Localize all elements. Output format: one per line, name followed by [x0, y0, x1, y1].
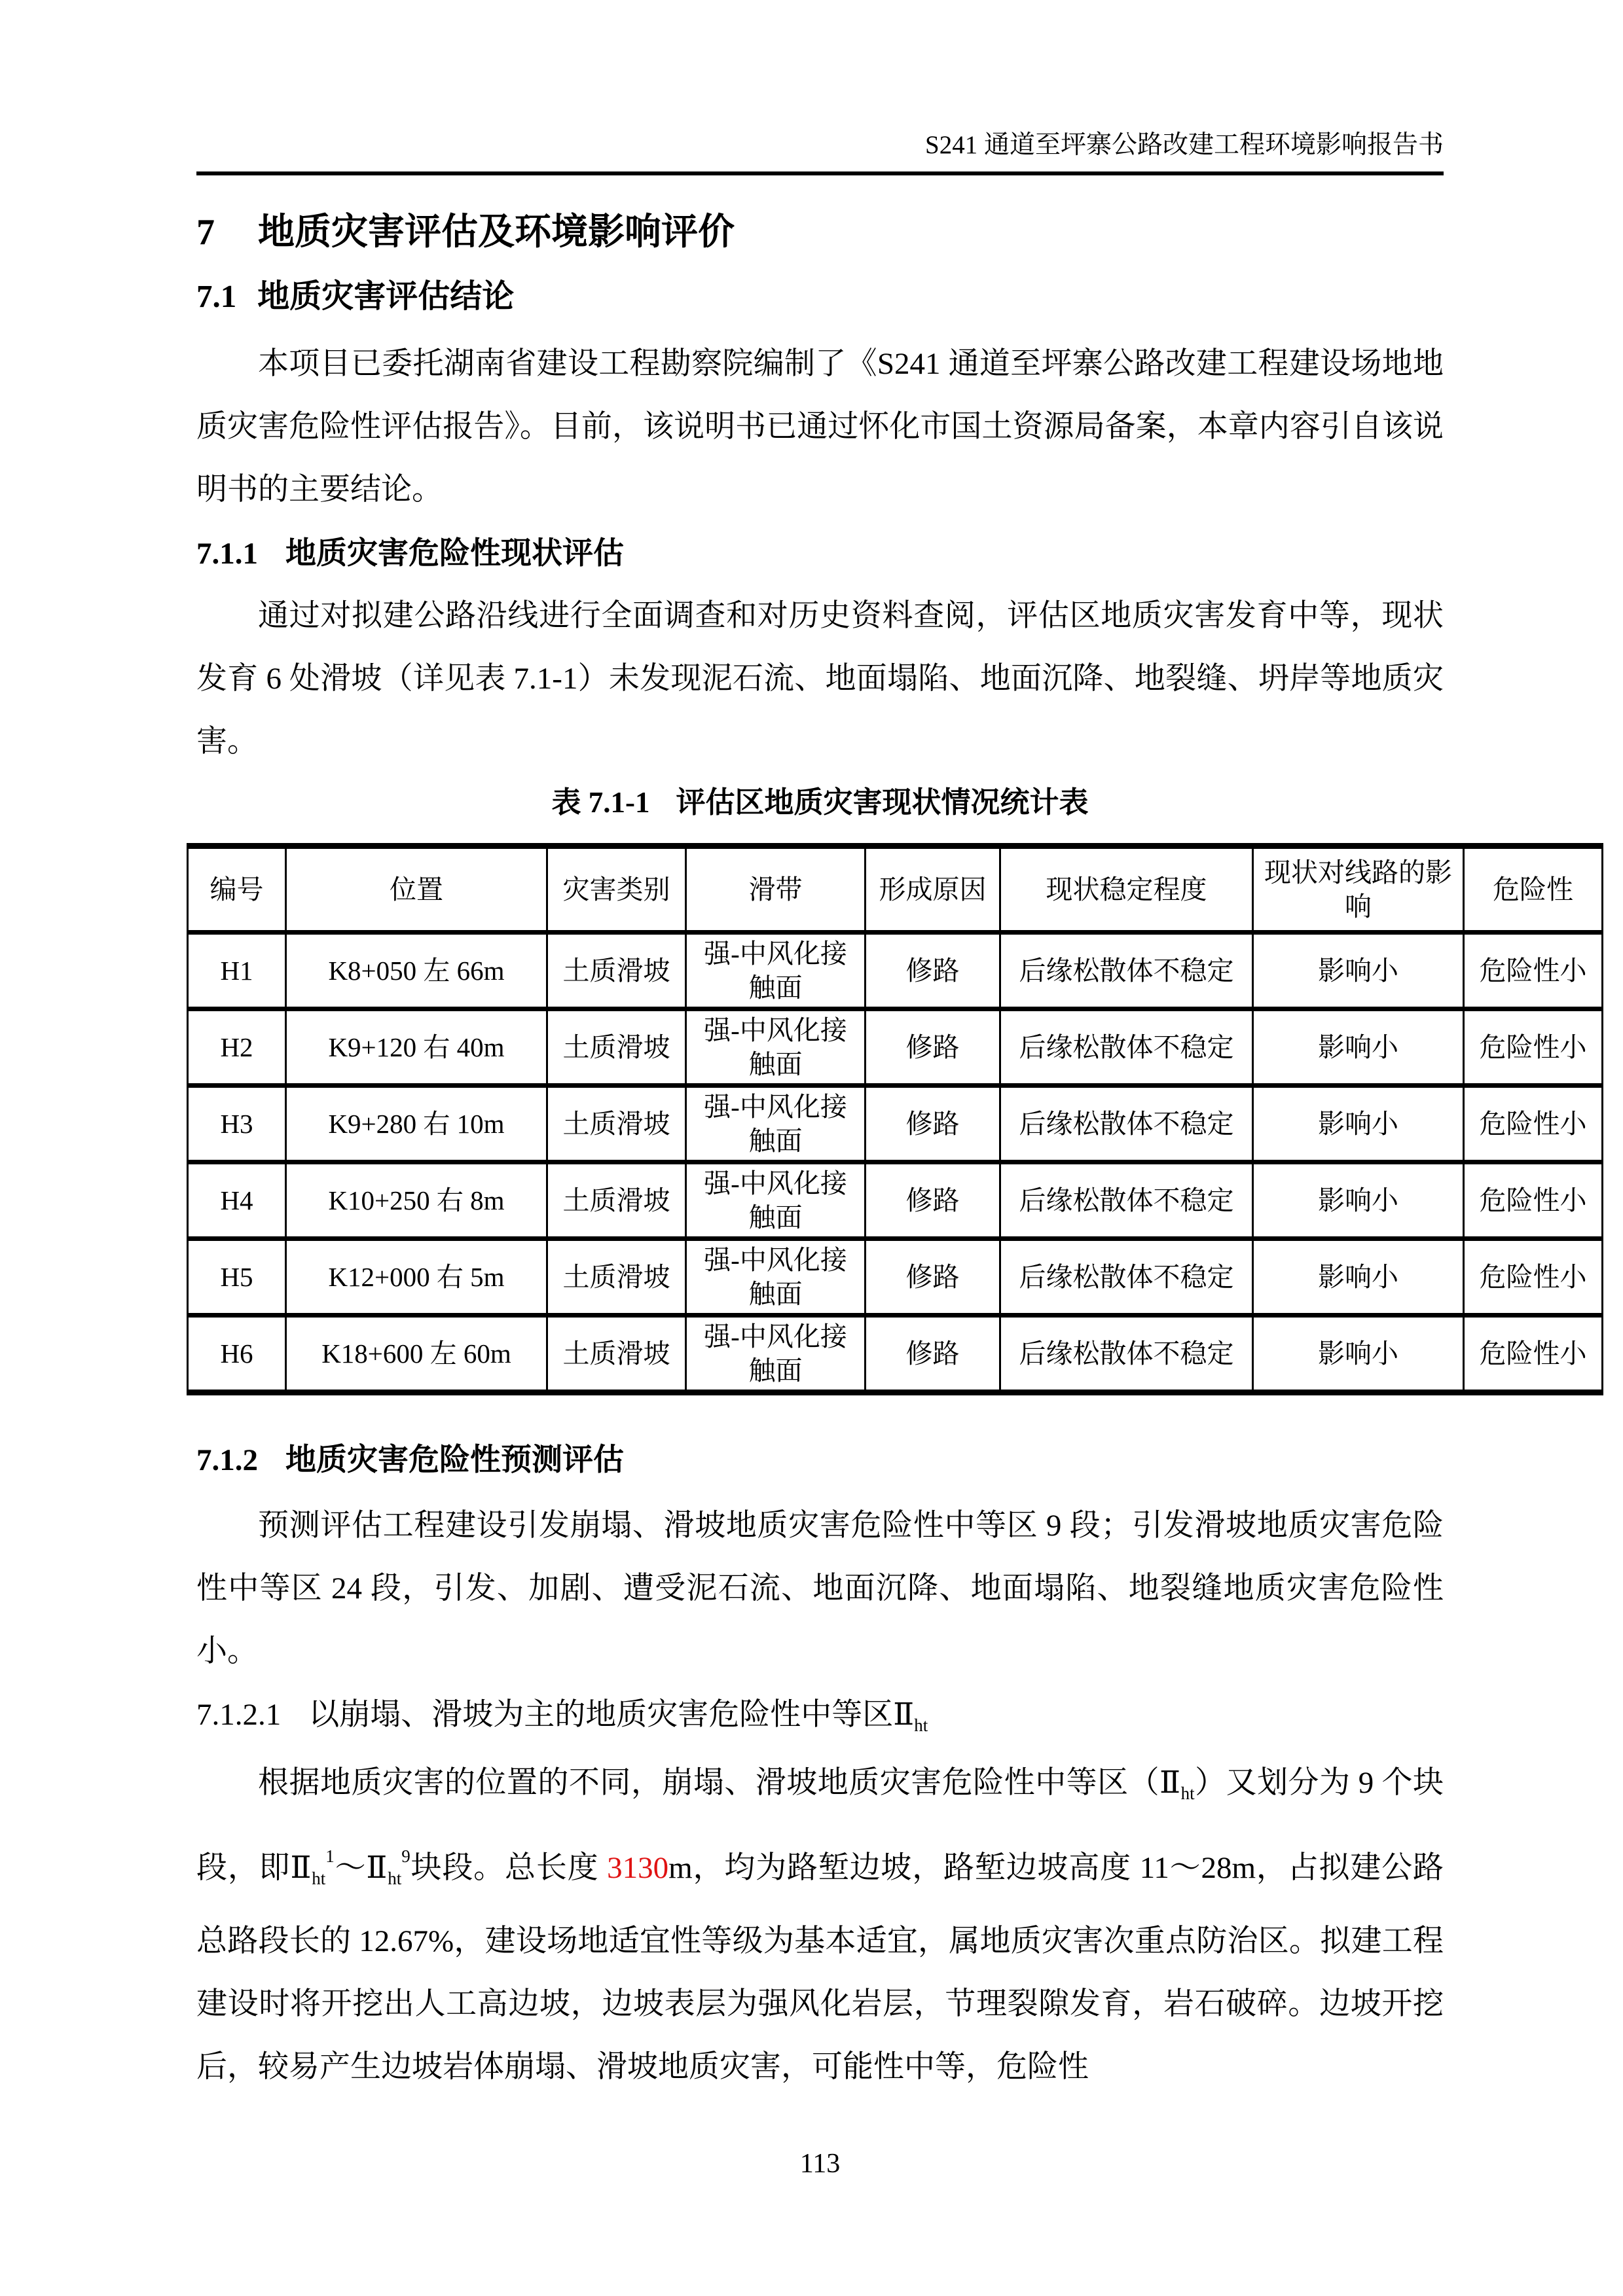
- zone-code-superscript: 1: [325, 1846, 335, 1866]
- table-header-row: [188, 846, 1603, 933]
- table-caption-title: 评估区地质灾害现状情况统计表: [676, 786, 1089, 819]
- zone-code-subscript: ht: [914, 1715, 928, 1735]
- hazard-table: [187, 843, 1603, 1395]
- zone-code-subscript: ht: [388, 1869, 402, 1888]
- table-cell: 危险性小: [1464, 1162, 1603, 1239]
- zone-code-superscript: 9: [401, 1846, 410, 1866]
- zone-code-subscript: ht: [1180, 1784, 1195, 1803]
- table-cell: 危险性小: [1464, 1316, 1603, 1393]
- table-cell: H2: [188, 1009, 286, 1086]
- table-cell: H5: [188, 1239, 286, 1316]
- table-caption-label: 表 7.1-1: [551, 786, 650, 819]
- table-cell: 影响小: [1253, 1086, 1464, 1162]
- header-rule: [196, 171, 1444, 175]
- text-segment: 块段。总长度: [410, 1851, 608, 1885]
- section-7-1-1-heading: [196, 535, 1444, 572]
- paragraph-prediction: 预测评估工程建设引发崩塌、滑坡地质灾害危险性中等区 9 段；引发滑坡地质灾害危险性中等区 24 段，引发、加剧、遭受泥石流、地面沉降、地面塌陷、地裂缝地质灾害危险性小。: [196, 1509, 1444, 1668]
- table-cell: 强-中风化接触面: [686, 1086, 866, 1162]
- table-cell: K8+050 左 66m: [286, 933, 547, 1009]
- table-cell: K9+280 右 10m: [286, 1086, 547, 1162]
- table-cell: 修路: [866, 1239, 1000, 1316]
- paragraph-zone-detail: [196, 1751, 1444, 2098]
- table-cell: 后缘松散体不稳定: [1000, 1009, 1253, 1086]
- table-cell: 影响小: [1253, 1009, 1464, 1086]
- table-cell: 修路: [866, 1009, 1000, 1086]
- table-cell: 强-中风化接触面: [686, 933, 866, 1009]
- section-7-1-2-heading: [196, 1442, 1444, 1479]
- table-cell: 后缘松散体不稳定: [1000, 1086, 1253, 1162]
- table-cell: 危险性小: [1464, 933, 1603, 1009]
- table-cell: 影响小: [1253, 1239, 1464, 1316]
- table-cell: 修路: [866, 1162, 1000, 1239]
- section-7-heading: [196, 211, 1444, 254]
- table-row: [188, 1239, 1603, 1316]
- table-cell: 危险性小: [1464, 1086, 1603, 1162]
- section-title: 地质灾害评估及环境影响评价: [258, 212, 735, 253]
- table-cell: 危险性小: [1464, 1009, 1603, 1086]
- table-cell: 土质滑坡: [547, 1316, 686, 1393]
- section-7-1-2-1-heading: [196, 1696, 1444, 1744]
- section-title: 地质灾害评估结论: [257, 278, 515, 314]
- hazard-table-body: [188, 933, 1603, 1393]
- text-segment: ～Ⅱ: [334, 1851, 388, 1885]
- column-header: 滑带: [686, 846, 866, 933]
- section-number: 7: [196, 212, 215, 253]
- table-cell: H6: [188, 1316, 286, 1393]
- column-header: 位置: [286, 846, 547, 933]
- table-cell: 土质滑坡: [547, 1239, 686, 1316]
- zone-code-subscript: ht: [312, 1869, 326, 1888]
- table-cell: H4: [188, 1162, 286, 1239]
- table-cell: 后缘松散体不稳定: [1000, 1316, 1253, 1393]
- column-header: 灾害类别: [547, 846, 686, 933]
- paragraph-status-assessment: 通过对拟建公路沿线进行全面调查和对历史资料查阅，评估区地质灾害发育中等，现状发育 6 处滑坡（详见表 7.1-1）未发现泥石流、地面塌陷、地面沉降、地裂缝、坍岸等地质灾害。: [196, 599, 1444, 759]
- column-header: 现状对线路的影响: [1253, 846, 1464, 933]
- text-segment: m，均为路堑边坡，路堑边坡高度 11～28m，占拟建公路总路段长的 12.67%，建设场地适宜性等级为基本适宜，属地质灾害次重点防治区。拟建工程建设时将开挖出人工高边坡，边坡表层为强风化岩层，节理裂隙发育，岩石破碎。边坡开挖后，较易产生边坡岩体崩塌、滑坡地质灾害，可能性中等，危险性: [196, 1851, 1444, 2084]
- column-header: 现状稳定程度: [1000, 846, 1253, 933]
- paragraph-intro: 本项目已委托湖南省建设工程勘察院编制了《S241 通道至坪寨公路改建工程建设场地地质灾害危险性评估报告》。目前，该说明书已通过怀化市国土资源局备案，本章内容引自该说明书的主要结论。: [196, 347, 1444, 507]
- table-cell: H1: [188, 933, 286, 1009]
- table-cell: 修路: [866, 1086, 1000, 1162]
- table-cell: 后缘松散体不稳定: [1000, 1162, 1253, 1239]
- page-footer: [196, 2147, 1444, 2180]
- table-row: [188, 1162, 1603, 1239]
- report-title: S241 通道至坪寨公路改建工程环境影响报告书: [925, 131, 1444, 159]
- column-header: 编号: [188, 846, 286, 933]
- table-row: [188, 933, 1603, 1009]
- highlight-number: 3130: [607, 1851, 669, 1885]
- table-cell: 修路: [866, 933, 1000, 1009]
- table-cell: 修路: [866, 1316, 1000, 1393]
- table-cell: 危险性小: [1464, 1239, 1603, 1316]
- table-cell: 土质滑坡: [547, 1009, 686, 1086]
- table-cell: 影响小: [1253, 1316, 1464, 1393]
- page-number: 113: [799, 2149, 841, 2179]
- text-segment: 根据地质灾害的位置的不同，崩塌、滑坡地质灾害危险性中等区（Ⅱ: [258, 1766, 1181, 1800]
- column-header: 形成原因: [866, 846, 1000, 933]
- table-cell: 强-中风化接触面: [686, 1162, 866, 1239]
- table-row: [188, 1086, 1603, 1162]
- hazard-table-head: [188, 846, 1603, 933]
- section-title: 地质灾害危险性现状评估: [285, 537, 624, 571]
- table-row: [188, 1316, 1603, 1393]
- table-cell: 土质滑坡: [547, 1086, 686, 1162]
- table-cell: 影响小: [1253, 933, 1464, 1009]
- table-cell: 后缘松散体不稳定: [1000, 933, 1253, 1009]
- table-cell: 强-中风化接触面: [686, 1316, 866, 1393]
- section-title: 地质灾害危险性预测评估: [285, 1443, 624, 1477]
- table-cell: 土质滑坡: [547, 933, 686, 1009]
- page-header: [196, 128, 1444, 162]
- section-number: 7.1.2.1: [196, 1698, 282, 1732]
- text-segment: ）又划分为 9 个块段，即Ⅱ: [196, 1766, 1444, 1885]
- table-cell: 强-中风化接触面: [686, 1239, 866, 1316]
- table-cell: K10+250 右 8m: [286, 1162, 547, 1239]
- table-cell: K9+120 右 40m: [286, 1009, 547, 1086]
- table-cell: K18+600 左 60m: [286, 1316, 547, 1393]
- section-number: 7.1.1: [196, 537, 258, 571]
- table-cell: 后缘松散体不稳定: [1000, 1239, 1253, 1316]
- table-cell: 强-中风化接触面: [686, 1009, 866, 1086]
- table-row: [188, 1009, 1603, 1086]
- table-cell: 土质滑坡: [547, 1162, 686, 1239]
- section-7-1-heading: [196, 278, 1444, 315]
- table-caption: [196, 784, 1444, 821]
- column-header: 危险性: [1464, 846, 1603, 933]
- section-title: 以崩塌、滑坡为主的地质灾害危险性中等区Ⅱ: [308, 1698, 915, 1732]
- table-cell: H3: [188, 1086, 286, 1162]
- section-number: 7.1: [196, 278, 237, 314]
- table-cell: K12+000 右 5m: [286, 1239, 547, 1316]
- section-number: 7.1.2: [196, 1443, 258, 1477]
- table-cell: 影响小: [1253, 1162, 1464, 1239]
